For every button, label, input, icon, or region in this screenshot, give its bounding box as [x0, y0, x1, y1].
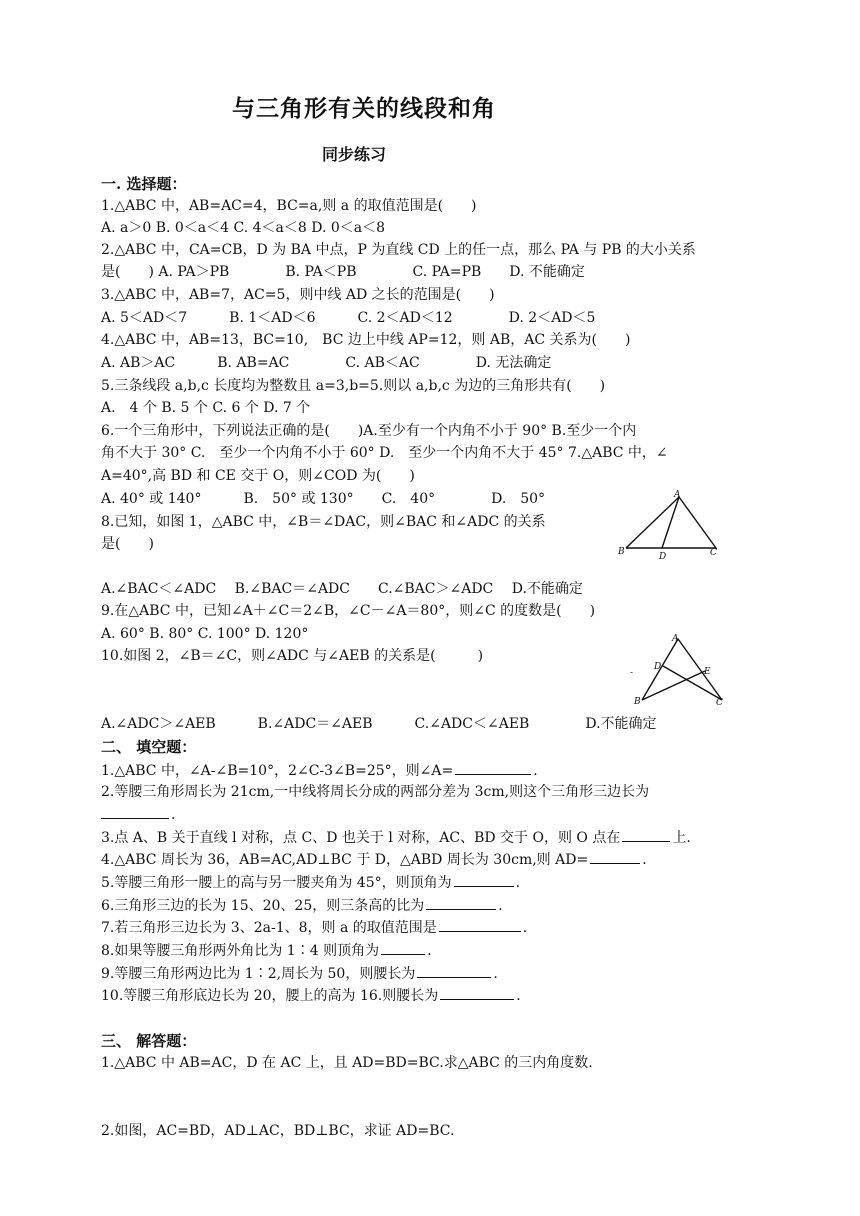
- question-line: 10.如图 2，∠B＝∠C，则∠ADC 与∠AEB 的关系是( ): [101, 648, 484, 664]
- section-heading-solve: 三、 解答题：: [101, 1032, 197, 1050]
- fill-question-text: 5.等腰三角形一腰上的高与另一腰夹角为 45°，则顶角为: [101, 875, 452, 891]
- label-a: A: [674, 490, 681, 500]
- fill-question: [101, 760, 538, 781]
- segment-cd: [663, 666, 722, 700]
- label-c: C: [710, 548, 717, 558]
- fill-question-end: .: [642, 852, 647, 868]
- question-line: 3.△ABC 中，AB=7，AC=5，则中线 AD 之长的范围是( ): [101, 287, 495, 303]
- question-line: 5.三条线段 a,b,c 长度均为整数且 a=3,b=5.则以 a,b,c 为边的三角形共有( ): [101, 378, 606, 394]
- question-line: 6.一个三角形中，下列说法正确的是( )A.至少有一个内角不小于 90° B.至少一个内: [101, 423, 637, 439]
- label-b: B: [618, 547, 625, 557]
- fill-question-text: 4.△ABC 周长为 36，AB=AC,AD⊥BC 于 D，△ABD 周长为 30cm,则 AD=: [101, 852, 589, 868]
- fill-question: [101, 940, 432, 961]
- fill-question: [101, 804, 175, 825]
- fill-question-end: 上.: [672, 830, 691, 846]
- figure-2-triangle: [622, 630, 728, 712]
- fill-question-text: 1.△ABC 中，∠A-∠B=10°，2∠C-3∠B=25°，则∠A=: [101, 763, 454, 779]
- question-line: 角不大于 30° C. 至少一个内角不小于 60° D. 至少一个内角不大于 45° 7.△ABC 中，∠: [101, 445, 668, 461]
- fill-question: [101, 849, 647, 870]
- section-heading-fill: 二、 填空题：: [101, 738, 197, 756]
- answer-blank[interactable]: [426, 895, 496, 910]
- fill-question-text: 3.点 A、B 关于直线 l 对称，点 C、D 也关于 l 对称，AC、BD 交于 O，则 O 点在: [101, 830, 621, 846]
- fill-question-end: .: [515, 875, 521, 891]
- fill-question-end: .: [171, 807, 176, 823]
- fill-question-text: 7.若三角形三边长为 3、2a-1、8，则 a 的取值范围是: [101, 920, 437, 936]
- section-heading-choice: 一. 选择题：: [101, 175, 187, 193]
- fill-question: [101, 985, 521, 1006]
- fill-question: [101, 917, 527, 938]
- question-line: A. 4 个 B. 5 个 C. 6 个 D. 7 个: [101, 400, 311, 416]
- question-line: A. 60° B. 80° C. 100° D. 120°: [101, 626, 309, 642]
- fill-question: [101, 782, 649, 802]
- question-line: 2.△ABC 中，CA=CB，D 为 BA 中点，P 为直线 CD 上的任一点，那么 PA 与 PB 的大小关系: [101, 242, 696, 258]
- fill-question-text: 6.三角形三边的长为 15、20、25，则三条高的比为: [101, 898, 425, 914]
- fill-question: [101, 827, 691, 848]
- figure-1-triangle: [616, 488, 726, 563]
- fill-question: [101, 872, 520, 893]
- fill-question-text: 2.等腰三角形周长为 21cm,一中线将周长分成的两部分差为 3cm,则这个三角形三边长为: [101, 784, 650, 800]
- solve-question: 1.△ABC 中 AB=AC，D 在 AC 上，且 AD=BD=BC.求△ABC 的三内角度数.: [101, 1055, 593, 1071]
- stray-mark: -: [630, 668, 634, 678]
- question-line: 9.在△ABC 中，已知∠A＋∠C＝2∠B，∠C－∠A＝80°，则∠C 的度数是( ): [101, 603, 596, 619]
- fill-question-end: .: [498, 898, 503, 914]
- answer-blank[interactable]: [101, 804, 169, 819]
- question-line: A. AB＞AC B. AB=AC C. AB＜AC D. 无法确定: [101, 355, 552, 371]
- fill-question-end: .: [516, 988, 521, 1004]
- fill-question-end: .: [493, 966, 498, 982]
- fill-question-text: 8.如果等腰三角形两外角比为 1∶4 则顶角为: [101, 943, 380, 959]
- fill-question-end: .: [427, 943, 432, 959]
- label-b: B: [634, 697, 641, 707]
- fill-question-end: .: [533, 763, 538, 779]
- solve-question: 2.如图，AC=BD，AD⊥AC，BD⊥BC，求证 AD=BC.: [101, 1123, 455, 1139]
- question-line: A=40°,高 BD 和 CE 交于 O，则∠COD 为( ): [101, 468, 415, 484]
- fill-question-text: 9.等腰三角形两边比为 1∶2,周长为 50，则腰长为: [101, 966, 416, 982]
- answer-blank[interactable]: [455, 760, 531, 775]
- label-d: D: [654, 662, 662, 672]
- fill-question-end: .: [522, 920, 528, 936]
- page-title: 与三角形有关的线段和角: [232, 96, 496, 122]
- question-line: A. a＞0 B. 0＜a＜4 C. 4＜a＜8 D. 0＜a＜8: [101, 220, 386, 236]
- label-a: A: [672, 634, 679, 644]
- label-c: C: [716, 698, 723, 708]
- answer-blank[interactable]: [381, 940, 425, 955]
- answer-blank[interactable]: [439, 917, 521, 932]
- answer-blank[interactable]: [440, 985, 514, 1000]
- question-line: 是( ) A. PA＞PB B. PA＜PB C. PA=PB D. 不能确定: [101, 264, 585, 280]
- answer-blank[interactable]: [454, 872, 514, 887]
- answer-blank[interactable]: [417, 963, 491, 978]
- label-d: D: [659, 552, 667, 562]
- question-line: 8.已知，如图 1，△ABC 中，∠B＝∠DAC，则∠BAC 和∠ADC 的关系: [101, 514, 546, 530]
- question-line: A.∠ADC＞∠AEB B.∠ADC＝∠AEB C.∠ADC＜∠AEB D.不能确定: [101, 716, 657, 732]
- label-e: E: [704, 667, 711, 677]
- question-line: 1.△ABC 中，AB=AC=4，BC=a,则 a 的取值范围是( ): [101, 198, 477, 214]
- question-line: A. 5＜AD＜7 B. 1＜AD＜6 C. 2＜AD＜12 D. 2＜AD＜5: [101, 310, 596, 326]
- fill-question-text: 10.等腰三角形底边长为 20，腰上的高为 16.则腰长为: [101, 988, 439, 1004]
- question-line: 4.△ABC 中，AB=13，BC=10, BC 边上中线 AP=12，则 AB，AC 关系为( ): [101, 332, 631, 348]
- answer-blank[interactable]: [590, 849, 640, 864]
- question-line: 是( ): [101, 536, 154, 552]
- question-line: A.∠BAC＜∠ADC B.∠BAC＝∠ADC C.∠BAC＞∠ADC D.不能确定: [101, 581, 583, 597]
- question-line: A. 40° 或 140° B. 50° 或 130° C. 40° D. 50°: [101, 491, 546, 507]
- fill-question: [101, 895, 503, 916]
- fill-question: [101, 963, 498, 984]
- answer-blank[interactable]: [622, 827, 670, 842]
- page-subtitle: 同步练习: [322, 145, 387, 164]
